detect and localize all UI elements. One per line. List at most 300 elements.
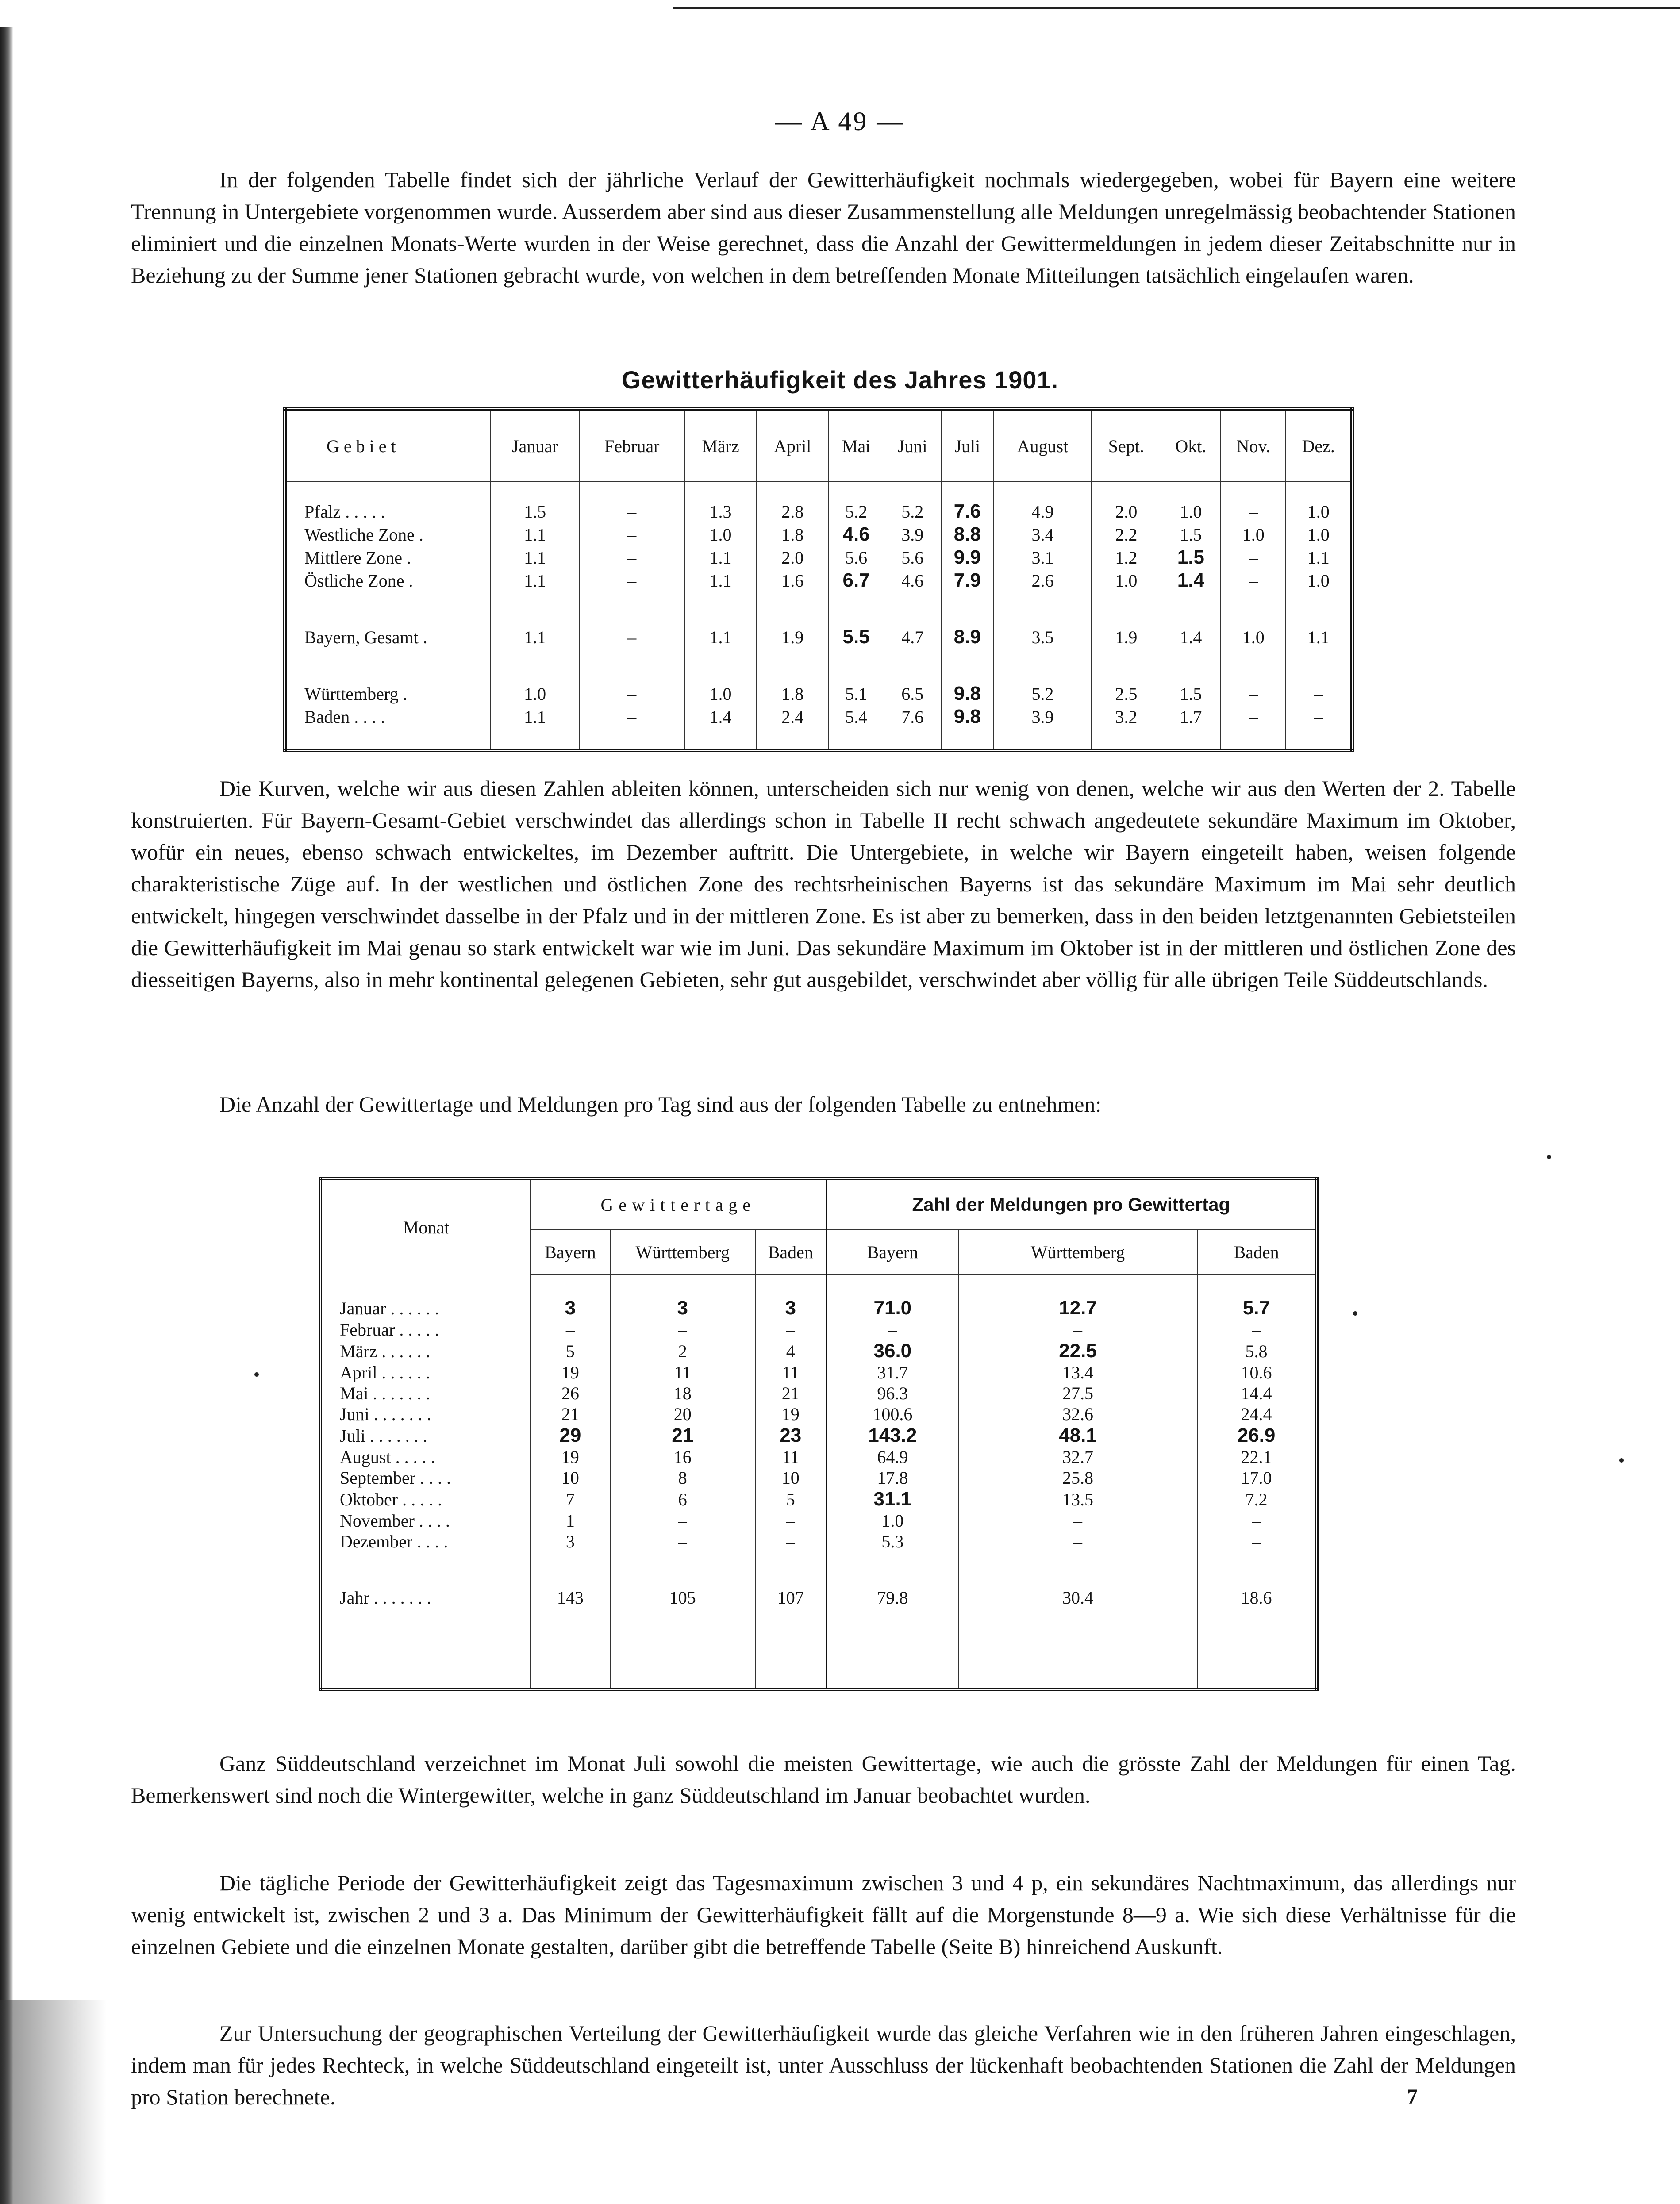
table2-spacer-row-cell xyxy=(755,1275,827,1297)
table1-gap-row-cell xyxy=(884,649,941,682)
table1-spacer-row-cell xyxy=(1221,482,1286,500)
table-cell: 2.0 xyxy=(757,546,829,569)
bold-value: 21 xyxy=(672,1425,694,1446)
table1-caption: Gewitterhäufigkeit des Jahres 1901. xyxy=(621,366,1059,394)
table-cell: 10 xyxy=(531,1467,610,1488)
table-cell: – xyxy=(579,705,684,728)
table2-gap-row-cell xyxy=(958,1552,1197,1587)
table-cell: 32.6 xyxy=(958,1404,1197,1425)
table-cell: 14.4 xyxy=(1197,1383,1317,1404)
month-label: Dezember . . . . xyxy=(340,1532,448,1551)
table-cell: 1.0 xyxy=(684,523,757,546)
table-cell: 1.6 xyxy=(757,569,829,592)
table-cell: 21 xyxy=(531,1404,610,1425)
table1-gap-row-cell xyxy=(1092,649,1161,682)
bold-value: 9.8 xyxy=(953,683,981,704)
scan-speck xyxy=(1353,1311,1357,1316)
table-row xyxy=(285,682,1352,705)
bold-value: 8.8 xyxy=(953,523,981,545)
table1-spacer-row xyxy=(285,482,1352,500)
table-cell: 1.0 xyxy=(1221,523,1286,546)
bold-value: 3 xyxy=(677,1297,688,1319)
scan-speck xyxy=(1619,1458,1624,1463)
table2-gap-row xyxy=(320,1552,1317,1587)
bold-value: 1.5 xyxy=(1177,546,1204,568)
table-cell: 1.1 xyxy=(491,626,579,649)
table1-gap-row-cell xyxy=(1161,649,1221,682)
reports-subheader-baden: Baden xyxy=(1197,1229,1317,1275)
table-cell: 13.5 xyxy=(958,1488,1197,1510)
table-cell: – xyxy=(579,523,684,546)
table-row xyxy=(320,1531,1317,1552)
table-row xyxy=(285,500,1352,523)
table-cell: 2.8 xyxy=(757,500,829,523)
table-row xyxy=(320,1587,1317,1608)
table1-gap-row xyxy=(285,649,1352,682)
table-cell: – xyxy=(1197,1319,1317,1340)
table-cell: 5.3 xyxy=(827,1531,958,1552)
table-row xyxy=(320,1488,1317,1510)
table2-gap-row-cell xyxy=(320,1552,531,1587)
table-row xyxy=(320,1425,1317,1447)
intro-paragraph: In der folgenden Tabelle findet sich der jährliche Verlauf der Gewitterhäufigkeit nochmals wiedergegeben, wobei für Bayern eine weitere Trennung in Untergebiete vorgenommen wurde. Ausserdem aber sind aus dieser Zusammenstellung alle Meldungen unregelmässig beobachtender Stationen eliminiert und die einzelnen Monats-Werte wurden in der Weise gerechnet, dass die Anzahl der Gewittermeldungen in jedem dieser Zeitabschnitte nur in Beziehung zu der Summe jener Stationen gebracht wurde, von welchen in dem betreffenden Monate Mitteilungen tatsächlich eingelaufen waren. xyxy=(131,167,1516,288)
table-cell xyxy=(755,1425,827,1447)
table-row xyxy=(285,705,1352,728)
region-label: Baden . . . . xyxy=(304,707,385,727)
table-row xyxy=(285,546,1352,569)
table-cell: 5.2 xyxy=(884,500,941,523)
table1-end-row-cell xyxy=(1286,728,1352,750)
table-cell: – xyxy=(579,500,684,523)
table-cell xyxy=(755,1297,827,1319)
table-cell: – xyxy=(1221,705,1286,728)
month-label: April . . . . . . xyxy=(340,1363,431,1382)
table-cell: 100.6 xyxy=(827,1404,958,1425)
table1-gap-row-cell xyxy=(491,649,579,682)
month-label: September . . . . xyxy=(340,1468,451,1488)
table-cell: 1.0 xyxy=(827,1510,958,1531)
page-label: — A 49 — xyxy=(775,107,905,136)
table-cell: – xyxy=(755,1319,827,1340)
table-cell: 1.7 xyxy=(1161,705,1221,728)
table-cell: 4.9 xyxy=(994,500,1092,523)
table-cell xyxy=(1161,569,1221,592)
table-cell: 5.6 xyxy=(884,546,941,569)
table-cell: 8 xyxy=(610,1467,755,1488)
table1-gap-row-cell xyxy=(684,649,757,682)
table1-end-row-cell xyxy=(491,728,579,750)
month-column-header: Monat xyxy=(403,1217,450,1237)
table1-gap-row-cell xyxy=(757,649,829,682)
scan-speck xyxy=(1547,1155,1551,1159)
table-cell: 7.2 xyxy=(1197,1488,1317,1510)
table1-gap-row-cell xyxy=(1092,592,1161,626)
table-cell: – xyxy=(610,1531,755,1552)
table-cell: 7 xyxy=(531,1488,610,1510)
bold-value: 31.1 xyxy=(873,1488,912,1510)
table-cell xyxy=(958,1297,1197,1319)
table-cell: – xyxy=(531,1319,610,1340)
month-label: Februar . . . . . xyxy=(340,1320,439,1340)
table2-gap-row-cell xyxy=(755,1552,827,1587)
table-cell: 19 xyxy=(755,1404,827,1425)
table1-spacer-row-cell xyxy=(884,482,941,500)
region-label: Pfalz . . . . . xyxy=(304,501,385,522)
table1-gap-row-cell xyxy=(684,592,757,626)
table2-end-row-cell xyxy=(958,1608,1197,1689)
table-cell: 25.8 xyxy=(958,1467,1197,1488)
table2-spacer-row xyxy=(320,1275,1317,1297)
month-header-10: Okt. xyxy=(1161,409,1221,482)
month-label: Juli . . . . . . . xyxy=(340,1425,427,1446)
bold-value: 26.9 xyxy=(1237,1425,1276,1446)
geographic-distribution-paragraph: Zur Untersuchung der geographischen Verteilung der Gewitterhäufigkeit wurde das gleiche Verfahren wie in den früheren Jahren eingeschlagen, indem man für jedes Rechteck, in welche Süddeutschland eingeteilt ist, unter Ausschluss der lückenhaft beobachtenden Stationen die Zahl der Meldungen pro Station berechnete. xyxy=(131,2021,1516,2109)
table-cell: 5.1 xyxy=(829,682,884,705)
month-label: August . . . . . xyxy=(340,1447,435,1467)
table-cell xyxy=(941,500,994,523)
table1-gap-row-cell xyxy=(994,592,1092,626)
table1-spacer-row-cell xyxy=(1092,482,1161,500)
table-cell: 10 xyxy=(755,1467,827,1488)
table-cell: 1.0 xyxy=(1286,569,1352,592)
bold-value: 143.2 xyxy=(868,1425,917,1446)
table-cell: 1.8 xyxy=(757,523,829,546)
table-cell: 1.1 xyxy=(1286,626,1352,649)
table-cell: 5 xyxy=(755,1488,827,1510)
table1-gap-row-cell xyxy=(1161,592,1221,626)
table-cell: 10.6 xyxy=(1197,1362,1317,1383)
table1-gap-row-cell xyxy=(941,592,994,626)
table-cell: 3.5 xyxy=(994,626,1092,649)
table2-end-row-cell xyxy=(610,1608,755,1689)
table1-end-row xyxy=(285,728,1352,750)
table-cell: 1.0 xyxy=(1286,500,1352,523)
table-row xyxy=(320,1362,1317,1383)
table-cell: 11 xyxy=(610,1362,755,1383)
table-cell: – xyxy=(610,1510,755,1531)
days-subheader-württemberg: Württemberg xyxy=(610,1229,755,1275)
table2-gap-row-cell xyxy=(610,1552,755,1587)
table-cell: 3.4 xyxy=(994,523,1092,546)
daily-period-paragraph: Die tägliche Periode der Gewitterhäufigkeit zeigt das Tagesmaximum zwischen 3 und 4 p, ein sekundäres Nachtmaximum, das allerdings nur wenig entwickelt ist, zwischen 2 und 3 a. Das Minimum der Gewitterhäufigkeit fällt auf die Morgenstunde 8—9 a. Wie sich diese Verhältnisse für die einzelnen Gebiete und die einzelnen Monate gestalten, darüber gibt die betreffende Tabelle (Seite B) hinreichend Auskunft. xyxy=(131,1870,1516,1959)
bold-value: 12.7 xyxy=(1059,1297,1097,1319)
table-cell: 5.8 xyxy=(1197,1340,1317,1362)
table2-end-row-cell xyxy=(827,1608,958,1689)
table-cell: 1.5 xyxy=(1161,682,1221,705)
month-header-6: Juni xyxy=(884,409,941,482)
bold-value: 1.4 xyxy=(1177,569,1204,591)
table2-spacer-row-cell xyxy=(958,1275,1197,1297)
table-cell: 27.5 xyxy=(958,1383,1197,1404)
table-cell: 3.9 xyxy=(994,705,1092,728)
table-cell: 2.0 xyxy=(1092,500,1161,523)
month-label: Mai . . . . . . . xyxy=(340,1383,431,1403)
table-cell: 31.7 xyxy=(827,1362,958,1383)
table2-spacer-row-cell xyxy=(1197,1275,1317,1297)
reports-subheader-bayern: Bayern xyxy=(827,1229,958,1275)
table-cell: 4 xyxy=(755,1340,827,1362)
page-top-rule xyxy=(673,7,1680,9)
table-cell: 3.1 xyxy=(994,546,1092,569)
table-cell: 5 xyxy=(531,1340,610,1362)
table2-spacer-row-cell xyxy=(827,1275,958,1297)
table-row xyxy=(285,569,1352,592)
table1-spacer-row-cell xyxy=(491,482,579,500)
table-cell: 2 xyxy=(610,1340,755,1362)
thunderstorm-frequency-table xyxy=(283,407,1354,752)
table-cell: 1.5 xyxy=(1161,523,1221,546)
table-cell: 2.4 xyxy=(757,705,829,728)
table-cell xyxy=(827,1297,958,1319)
scan-shadow-edge xyxy=(0,27,13,2204)
table-cell: 22.1 xyxy=(1197,1447,1317,1467)
bold-value: 3 xyxy=(565,1297,576,1319)
month-header-8: August xyxy=(994,409,1092,482)
table1-gap-row-cell xyxy=(757,592,829,626)
table-cell: 1.3 xyxy=(684,500,757,523)
table-cell: 16 xyxy=(610,1447,755,1467)
table-cell: – xyxy=(579,682,684,705)
table2-end-row-cell xyxy=(531,1608,610,1689)
bold-value: 5.5 xyxy=(842,626,870,648)
table2-spacer-row-cell xyxy=(531,1275,610,1297)
table-cell: – xyxy=(1221,546,1286,569)
table-cell: – xyxy=(579,626,684,649)
table-cell: 3.9 xyxy=(884,523,941,546)
bold-value: 9.9 xyxy=(953,546,981,568)
table-row xyxy=(320,1340,1317,1362)
table-cell: 7.6 xyxy=(884,705,941,728)
region-label: Mittlere Zone . xyxy=(304,547,411,568)
table1-gap-row-cell xyxy=(829,592,884,626)
table-cell: 1.0 xyxy=(684,682,757,705)
month-header-9: Sept. xyxy=(1092,409,1161,482)
table-cell xyxy=(827,1340,958,1362)
table-cell: 1.1 xyxy=(684,569,757,592)
table-cell: 1.1 xyxy=(684,626,757,649)
table-cell: – xyxy=(827,1319,958,1340)
discussion-paragraph: Die Kurven, welche wir aus diesen Zahlen ableiten können, unterscheiden sich nur wenig von denen, welche wir aus den Werten der 2. Tabelle konstruierten. Für Bayern-Gesamt-Gebiet verschwindet das allerdings schon in Tabelle II recht schwach angedeutete sekundäre Maximum im Oktober, wofür ein neues, ebenso schwach entwickeltes, im Dezember auftritt. Die Untergebiete, in welche wir Bayern eingeteilt haben, weisen folgende charakteristische Züge auf. In der westlichen und östlichen Zone des rechtsrheinischen Bayerns ist das sekundäre Maximum im Mai sehr deutlich entwickelt, hingegen verschwindet dasselbe in der Pfalz und in der mittleren Zone. Es ist aber zu bemerken, dass in den beiden letztgenannten Gebietsteilen die Gewitterhäufigkeit im Mai genau so stark entwickelt war wie im Juni. Das sekundäre Maximum im Oktober ist in der mittleren und östlichen Zone des diesseitigen Bayerns, also in mehr kontinental gelegenen Gebieten, sehr gut ausgebildet, verschwindet aber völlig für alle übrigen Teile Süddeutschlands. xyxy=(131,776,1516,992)
table-cell xyxy=(1197,1297,1317,1319)
table-row xyxy=(320,1510,1317,1531)
table-cell: 3 xyxy=(531,1531,610,1552)
month-header-4: April xyxy=(757,409,829,482)
table-cell: 1.0 xyxy=(1221,626,1286,649)
table-cell: 1.4 xyxy=(1161,626,1221,649)
region-label: Östliche Zone . xyxy=(304,570,413,591)
bold-value: 7.9 xyxy=(953,569,981,591)
table-cell: 1.1 xyxy=(491,569,579,592)
table-cell: 18.6 xyxy=(1197,1587,1317,1608)
month-label: Januar . . . . . . xyxy=(340,1298,439,1318)
table-cell: – xyxy=(1286,705,1352,728)
table-cell xyxy=(958,1425,1197,1447)
table-cell xyxy=(610,1297,755,1319)
table1-spacer-row-cell xyxy=(994,482,1092,500)
table-cell: 1.0 xyxy=(1161,500,1221,523)
table1-end-row-cell xyxy=(285,728,491,750)
table1-gap-row-cell xyxy=(491,592,579,626)
table1-gap-row-cell xyxy=(1286,592,1352,626)
table2-end-row-cell xyxy=(320,1608,531,1689)
table-cell xyxy=(610,1425,755,1447)
region-label: Westliche Zone . xyxy=(304,524,423,545)
table-cell xyxy=(829,569,884,592)
table-cell: 13.4 xyxy=(958,1362,1197,1383)
table-cell xyxy=(1197,1425,1317,1447)
table1-gap-row-cell xyxy=(884,592,941,626)
month-header-1: Januar xyxy=(491,409,579,482)
table-cell: 1.4 xyxy=(684,705,757,728)
table-cell xyxy=(941,626,994,649)
table1-header-row xyxy=(285,409,1352,482)
table2-end-row-cell xyxy=(755,1608,827,1689)
table2-spacer-row-cell xyxy=(610,1275,755,1297)
days-subheader-bayern: Bayern xyxy=(531,1229,610,1275)
table1-spacer-row-cell xyxy=(579,482,684,500)
reports-per-day-group-header: Zahl der Meldungen pro Gewittertag xyxy=(827,1179,1317,1229)
month-header-3: März xyxy=(684,409,757,482)
table1-gap-row-cell xyxy=(285,592,491,626)
table-row xyxy=(285,626,1352,649)
table-cell: 11 xyxy=(755,1362,827,1383)
table-cell: 30.4 xyxy=(958,1587,1197,1608)
table1-gap-row-cell xyxy=(941,649,994,682)
table-cell: – xyxy=(579,569,684,592)
table-cell: 2.2 xyxy=(1092,523,1161,546)
table-cell xyxy=(827,1425,958,1447)
table1-gap-row-cell xyxy=(285,649,491,682)
table-cell: 107 xyxy=(755,1587,827,1608)
table1-gap-row-cell xyxy=(1221,592,1286,626)
month-header-12: Dez. xyxy=(1286,409,1352,482)
table2-end-row xyxy=(320,1608,1317,1689)
reports-subheader-württemberg: Württemberg xyxy=(958,1229,1197,1275)
table-cell: 4.7 xyxy=(884,626,941,649)
table1-end-row-cell xyxy=(1092,728,1161,750)
table-row xyxy=(320,1467,1317,1488)
bold-value: 7.6 xyxy=(953,500,981,522)
month-label: Jahr . . . . . . . xyxy=(340,1588,431,1608)
table-cell xyxy=(531,1297,610,1319)
table-cell: 1.9 xyxy=(1092,626,1161,649)
table-cell xyxy=(941,523,994,546)
table-cell: 17.0 xyxy=(1197,1467,1317,1488)
table-cell: – xyxy=(610,1319,755,1340)
days-subheader-baden: Baden xyxy=(755,1229,827,1275)
table-cell: – xyxy=(1286,682,1352,705)
table-cell xyxy=(941,682,994,705)
month-header-11: Nov. xyxy=(1221,409,1286,482)
bold-value: 48.1 xyxy=(1059,1425,1097,1446)
table-cell: 2.6 xyxy=(994,569,1092,592)
table-cell: 21 xyxy=(755,1383,827,1404)
table-cell xyxy=(829,626,884,649)
thunderstorm-days-group-header: Gewittertage xyxy=(531,1179,827,1229)
table-row xyxy=(320,1447,1317,1467)
table-cell: 1.0 xyxy=(1286,523,1352,546)
table1-gap-row-cell xyxy=(1221,649,1286,682)
table-cell: 18 xyxy=(610,1383,755,1404)
bold-value: 71.0 xyxy=(873,1297,912,1319)
table1-spacer-row-cell xyxy=(941,482,994,500)
table-cell xyxy=(958,1340,1197,1362)
table-cell: 6 xyxy=(610,1488,755,1510)
table1-end-row-cell xyxy=(994,728,1092,750)
scan-shadow-corner xyxy=(0,2000,106,2204)
table-cell: 26 xyxy=(531,1383,610,1404)
table-cell xyxy=(941,569,994,592)
table-cell: 1.1 xyxy=(491,705,579,728)
bold-value: 4.6 xyxy=(842,523,870,545)
table-cell: 1.1 xyxy=(491,546,579,569)
month-label: Oktober . . . . . xyxy=(340,1489,442,1509)
table-row xyxy=(320,1404,1317,1425)
table2-gap-row-cell xyxy=(531,1552,610,1587)
region-column-header: Gebiet xyxy=(285,409,491,482)
month-header-5: Mai xyxy=(829,409,884,482)
table-cell: 19 xyxy=(531,1447,610,1467)
table-cell xyxy=(829,523,884,546)
table-cell: 19 xyxy=(531,1362,610,1383)
table-cell: – xyxy=(1221,682,1286,705)
table-cell xyxy=(1161,546,1221,569)
table1-end-row-cell xyxy=(1221,728,1286,750)
table1-end-row-cell xyxy=(1161,728,1221,750)
table-cell: 5.2 xyxy=(829,500,884,523)
table-cell: 1.1 xyxy=(684,546,757,569)
table1-spacer-row-cell xyxy=(285,482,491,500)
month-header-7: Juli xyxy=(941,409,994,482)
month-label: November . . . . xyxy=(340,1511,450,1531)
page-number: 7 xyxy=(1407,2085,1418,2108)
table-row xyxy=(320,1319,1317,1340)
table-cell: 6.5 xyxy=(884,682,941,705)
table-cell xyxy=(941,546,994,569)
region-label: Bayern, Gesamt . xyxy=(304,627,427,647)
table1-end-row-cell xyxy=(829,728,884,750)
table-cell: 96.3 xyxy=(827,1383,958,1404)
table-cell: 1.5 xyxy=(491,500,579,523)
table-cell: 5.2 xyxy=(994,682,1092,705)
table-cell: – xyxy=(755,1531,827,1552)
table1-end-row-cell xyxy=(684,728,757,750)
bold-value: 23 xyxy=(780,1425,802,1446)
table-cell: 32.7 xyxy=(958,1447,1197,1467)
table-cell: 1 xyxy=(531,1510,610,1531)
bold-value: 9.8 xyxy=(953,706,981,727)
table-cell: 64.9 xyxy=(827,1447,958,1467)
table-cell: 4.6 xyxy=(884,569,941,592)
table2-spacer-row-cell xyxy=(320,1275,531,1297)
table-cell: 11 xyxy=(755,1447,827,1467)
table1-end-row-cell xyxy=(884,728,941,750)
table-row xyxy=(320,1297,1317,1319)
table1-gap-row xyxy=(285,592,1352,626)
table1-spacer-row-cell xyxy=(1286,482,1352,500)
bold-value: 8.9 xyxy=(953,626,981,648)
table-cell: 1.2 xyxy=(1092,546,1161,569)
table-row xyxy=(320,1383,1317,1404)
table1-spacer-row-cell xyxy=(757,482,829,500)
table1-gap-row-cell xyxy=(1286,649,1352,682)
table2-group-header-row xyxy=(320,1179,1317,1229)
table1-end-row-cell xyxy=(757,728,829,750)
table-cell: – xyxy=(1197,1510,1317,1531)
bold-value: 5.7 xyxy=(1242,1297,1270,1319)
table1-end-row-cell xyxy=(941,728,994,750)
table1-gap-row-cell xyxy=(994,649,1092,682)
